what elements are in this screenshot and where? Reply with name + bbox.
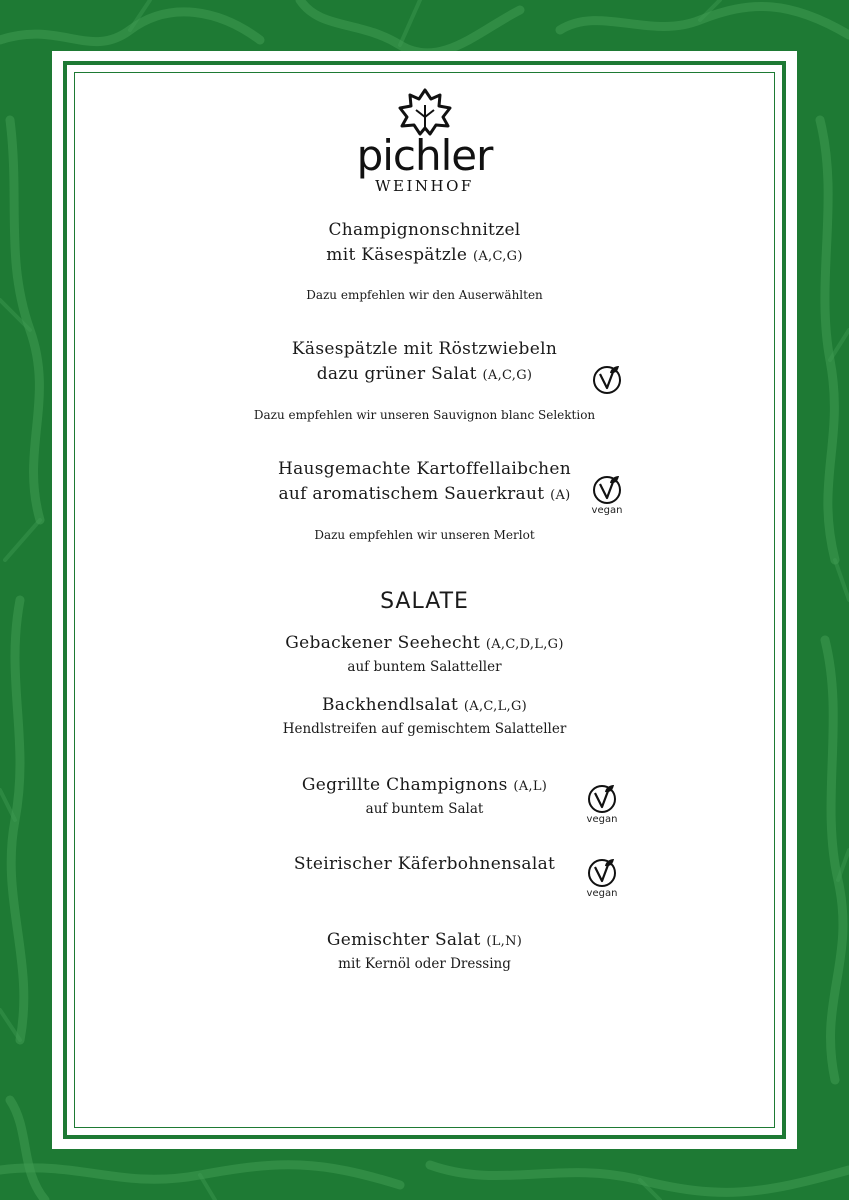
salad-item-3-desc: auf buntem Salat bbox=[365, 801, 484, 817]
menu-item-3-name: Hausgemachte Kartoffellaibchen bbox=[277, 459, 572, 479]
menu-item-2-side: dazu grüner Salat (A,C,G) bbox=[316, 364, 533, 384]
vegan-label: vegan bbox=[586, 814, 618, 825]
vegan-leaf-icon bbox=[591, 473, 623, 505]
vine-leaf-icon bbox=[390, 87, 460, 137]
menu-item-2-recommendation: Dazu empfehlen wir unseren Sauvignon blanc Selektion bbox=[253, 408, 596, 422]
salad-item-5-desc: mit Kernöl oder Dressing bbox=[338, 956, 511, 972]
menu-item-1-side: mit Käsespätzle (A,C,G) bbox=[326, 245, 523, 265]
salad-item-5-allergens: (L,N) bbox=[486, 934, 523, 949]
salad-item-5 bbox=[52, 928, 797, 974]
salad-item-3-name: Gegrillte Champignons bbox=[301, 775, 508, 795]
salad-item-5-name: Gemischter Salat bbox=[326, 930, 481, 950]
menu-item-2-name: Käsespätzle mit Röstzwiebeln bbox=[291, 339, 558, 359]
menu-item-1-recommendation: Dazu empfehlen wir den Auserwählten bbox=[306, 288, 543, 302]
menu-item-1 bbox=[52, 218, 797, 269]
salad-item-2 bbox=[52, 693, 797, 739]
salad-item-2-name: Backhendlsalat bbox=[321, 695, 459, 715]
brand-logo bbox=[52, 87, 797, 195]
salad-item-1-allergens: (A,C,D,L,G) bbox=[485, 637, 564, 652]
salad-item-4 bbox=[52, 852, 797, 877]
menu-item-2 bbox=[52, 337, 797, 388]
salad-item-3-allergens: (A,L) bbox=[513, 779, 548, 794]
salad-item-1 bbox=[52, 631, 797, 677]
menu-item-1-allergens: (A,C,G) bbox=[472, 249, 523, 264]
vegan-badge bbox=[582, 856, 622, 900]
vegan-leaf-icon bbox=[586, 782, 618, 814]
salad-item-3 bbox=[52, 773, 797, 819]
salad-item-2-desc: Hendlstreifen auf gemischtem Salatteller bbox=[282, 721, 567, 737]
vegan-label: vegan bbox=[586, 888, 618, 899]
salad-item-2-allergens: (A,C,L,G) bbox=[463, 699, 528, 714]
vegan-leaf-icon bbox=[586, 856, 618, 888]
menu-item-3-allergens: (A) bbox=[550, 488, 571, 503]
menu-item-3 bbox=[52, 457, 797, 508]
vegan-badge bbox=[587, 363, 627, 395]
menu-item-3-side: auf aromatischem Sauerkraut (A) bbox=[278, 484, 571, 504]
vegan-badge bbox=[587, 473, 627, 517]
menu-item-3-recommendation: Dazu empfehlen wir unseren Merlot bbox=[314, 528, 535, 542]
salad-item-4-name: Steirischer Käferbohnensalat bbox=[293, 854, 556, 874]
brand-subtitle: WEINHOF bbox=[375, 177, 474, 195]
menu-item-2-allergens: (A,C,G) bbox=[482, 368, 533, 383]
salad-item-1-desc: auf buntem Salatteller bbox=[347, 659, 502, 675]
vegan-leaf-icon bbox=[591, 363, 623, 395]
vegan-badge bbox=[582, 782, 622, 826]
salad-item-1-name: Gebackener Seehecht bbox=[285, 633, 481, 653]
menu-item-1-name: Champignonschnitzel bbox=[328, 220, 521, 240]
menu-page bbox=[52, 51, 797, 1149]
brand-name: pichler bbox=[356, 131, 493, 180]
section-title-salate: SALATE bbox=[380, 589, 469, 614]
vegan-label: vegan bbox=[591, 505, 623, 516]
